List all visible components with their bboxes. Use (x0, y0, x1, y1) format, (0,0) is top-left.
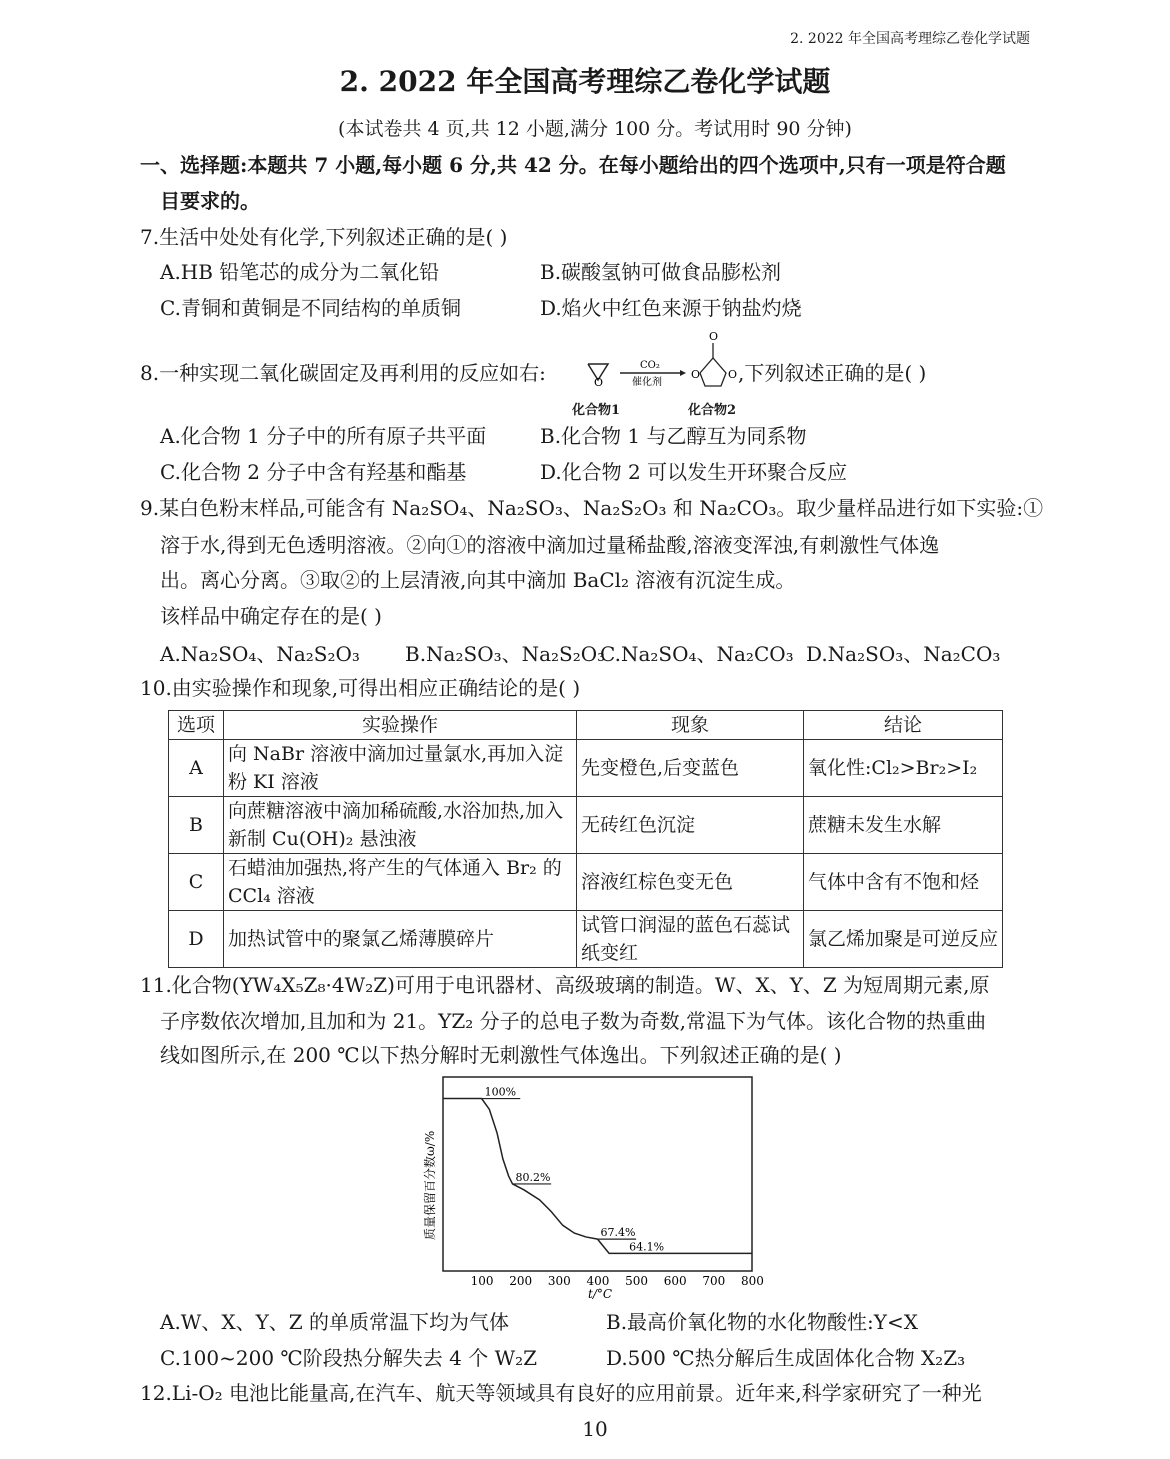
q11-stem-3: 线如图所示,在 200 ℃以下热分解时无刺激性气体逸出。下列叙述正确的是( ) (160, 1043, 842, 1067)
x-tick-label: 700 (702, 1274, 726, 1288)
q9-stem-1: 9.某白色粉末样品,可能含有 Na₂SO₄、Na₂SO₃、Na₂S₂O₃ 和 Na₂CO₃。取少量样品进行如下实验:① (140, 496, 1044, 520)
epoxide-structure (588, 364, 608, 389)
q11-stem-2: 子序数依次增加,且加和为 21。YZ₂ 分子的总电子数为奇数,常温下为气体。该化合物的热重曲 (160, 1009, 986, 1033)
svg-text:O: O (709, 330, 719, 343)
x-tick-label: 200 (509, 1274, 533, 1288)
svg-text:催化剂: 催化剂 (632, 377, 662, 388)
cell-conclusion: 氧化性:Cl₂>Br₂>I₂ (804, 740, 1003, 797)
q11-option-d: D.500 ℃热分解后生成固体化合物 X₂Z₃ (606, 1346, 966, 1370)
cell-phenomenon: 先变橙色,后变蓝色 (577, 740, 804, 797)
cell-conclusion: 氯乙烯加聚是可逆反应 (804, 911, 1003, 968)
compound1-label: 化合物1 (572, 403, 621, 418)
q9-option-d: D.Na₂SO₃、Na₂CO₃ (806, 642, 1001, 666)
page-title: 2. 2022 年全国高考理综乙卷化学试题 (339, 65, 831, 98)
cell-phenomenon: 试管口润湿的蓝色石蕊试纸变红 (577, 911, 804, 968)
x-tick-label: 400 (586, 1274, 610, 1288)
table-row (169, 797, 1003, 854)
q7-stem: 7.生活中处处有化学,下列叙述正确的是( ) (140, 225, 508, 249)
table-header-row (169, 711, 1003, 740)
q8-option-c: C.化合物 2 分子中含有羟基和酯基 (160, 460, 467, 484)
header-conclusion: 结论 (804, 711, 1003, 740)
q9-stem-4: 该样品中确定存在的是( ) (160, 604, 382, 628)
q8-stem: 8.一种实现二氧化碳固定及再利用的反应如右: (140, 361, 546, 385)
q10-table (168, 710, 1003, 968)
q8-stem-end: ,下列叙述正确的是( ) (738, 361, 927, 385)
section-heading-cont: 目要求的。 (160, 189, 260, 213)
weight-curve (443, 1099, 752, 1254)
svg-text:CO₂: CO₂ (640, 360, 660, 371)
page-number: 10 (582, 1417, 608, 1441)
reaction-arrow (620, 360, 686, 388)
q9-stem-2: 溶于水,得到无色透明溶液。②向①的溶液中滴加过量稀盐酸,溶液变浑浊,有刺激性气体逸 (160, 533, 940, 557)
reaction-scheme (580, 328, 740, 390)
q9-option-a: A.Na₂SO₄、Na₂S₂O₃ (160, 642, 360, 666)
q12-stem-1: 12.Li-O₂ 电池比能量高,在汽车、航天等领域具有良好的应用前景。近年来,科学家研究了一种光 (140, 1381, 982, 1405)
annotation-label: 100% (484, 1085, 517, 1099)
table-row (169, 911, 1003, 968)
section-heading: 一、选择题:本题共 7 小题,每小题 6 分,共 42 分。在每小题给出的四个选项中,只有一项是符合题 (140, 153, 1006, 177)
svg-text:O: O (691, 368, 701, 381)
q11-stem-1: 11.化合物(YW₄X₅Z₈·4W₂Z)可用于电讯器材、高级玻璃的制造。W、X、Y、Z 为短周期元素,原 (140, 973, 990, 997)
svg-text:O: O (728, 368, 738, 381)
cell-option: B (169, 797, 224, 854)
cell-conclusion: 蔗糖未发生水解 (804, 797, 1003, 854)
q7-option-d: D.焰火中红色来源于钠盐灼烧 (540, 296, 802, 320)
cell-phenomenon: 无砖红色沉淀 (577, 797, 804, 854)
q11-option-c: C.100~200 ℃阶段热分解失去 4 个 W₂Z (160, 1346, 538, 1370)
q9-option-c: C.Na₂SO₄、Na₂CO₃ (600, 642, 794, 666)
table-row (169, 854, 1003, 911)
thermogravimetric-chart (410, 1070, 780, 1305)
annotation-label: 80.2% (515, 1170, 551, 1184)
page-subtitle: (本试卷共 4 页,共 12 小题,满分 100 分。考试用时 90 分钟) (338, 118, 852, 140)
q8-option-d: D.化合物 2 可以发生开环聚合反应 (540, 460, 848, 484)
cell-operation: 石蜡油加强热,将产生的气体通入 Br₂ 的 CCl₄ 溶液 (224, 854, 577, 911)
q8-option-a: A.化合物 1 分子中的所有原子共平面 (160, 424, 487, 448)
svg-text:O: O (594, 376, 604, 389)
x-tick-label: 300 (547, 1274, 571, 1288)
annotation-label: 64.1% (629, 1240, 665, 1254)
annotation-label: 67.4% (600, 1226, 636, 1240)
cell-option: D (169, 911, 224, 968)
table-row (169, 740, 1003, 797)
cell-conclusion: 气体中含有不饱和烃 (804, 854, 1003, 911)
header-phenomenon: 现象 (577, 711, 804, 740)
cell-option: A (169, 740, 224, 797)
x-tick-label: 600 (663, 1274, 687, 1288)
running-header: 2. 2022 年全国高考理综乙卷化学试题 (790, 31, 1030, 47)
x-tick-label: 800 (741, 1274, 764, 1288)
x-tick-label: 100 (470, 1274, 494, 1288)
q11-option-a: A.W、X、Y、Z 的单质常温下均为气体 (160, 1310, 510, 1334)
q10-stem: 10.由实验操作和现象,可得出相应正确结论的是( ) (140, 676, 581, 700)
x-axis-label: t/°C (588, 1287, 613, 1301)
q9-stem-3: 出。离心分离。③取②的上层清液,向其中滴加 BaCl₂ 溶液有沉淀生成。 (160, 568, 796, 592)
header-option: 选项 (169, 711, 224, 740)
y-axis-label: 质量保留百分数ω/% (423, 1130, 437, 1240)
q8-option-b: B.化合物 1 与乙醇互为同系物 (540, 424, 807, 448)
cyclic-carbonate-structure (691, 330, 737, 386)
q7-option-b: B.碳酸氢钠可做食品膨松剂 (540, 260, 782, 284)
cell-operation: 向蔗糖溶液中滴加稀硫酸,水浴加热,加入新制 Cu(OH)₂ 悬浊液 (224, 797, 577, 854)
x-tick-label: 500 (625, 1274, 649, 1288)
cell-phenomenon: 溶液红棕色变无色 (577, 854, 804, 911)
q11-option-b: B.最高价氧化物的水化物酸性:Y<X (606, 1310, 918, 1334)
header-operation: 实验操作 (224, 711, 577, 740)
cell-operation: 向 NaBr 溶液中滴加过量氯水,再加入淀粉 KI 溶液 (224, 740, 577, 797)
compound2-label: 化合物2 (688, 403, 737, 418)
plot-frame (443, 1077, 752, 1271)
q9-option-b: B.Na₂SO₃、Na₂S₂O₃ (405, 642, 606, 666)
q7-option-a: A.HB 铅笔芯的成分为二氧化铅 (160, 260, 440, 284)
cell-operation: 加热试管中的聚氯乙烯薄膜碎片 (224, 911, 577, 968)
q7-option-c: C.青铜和黄铜是不同结构的单质铜 (160, 296, 461, 320)
cell-option: C (169, 854, 224, 911)
